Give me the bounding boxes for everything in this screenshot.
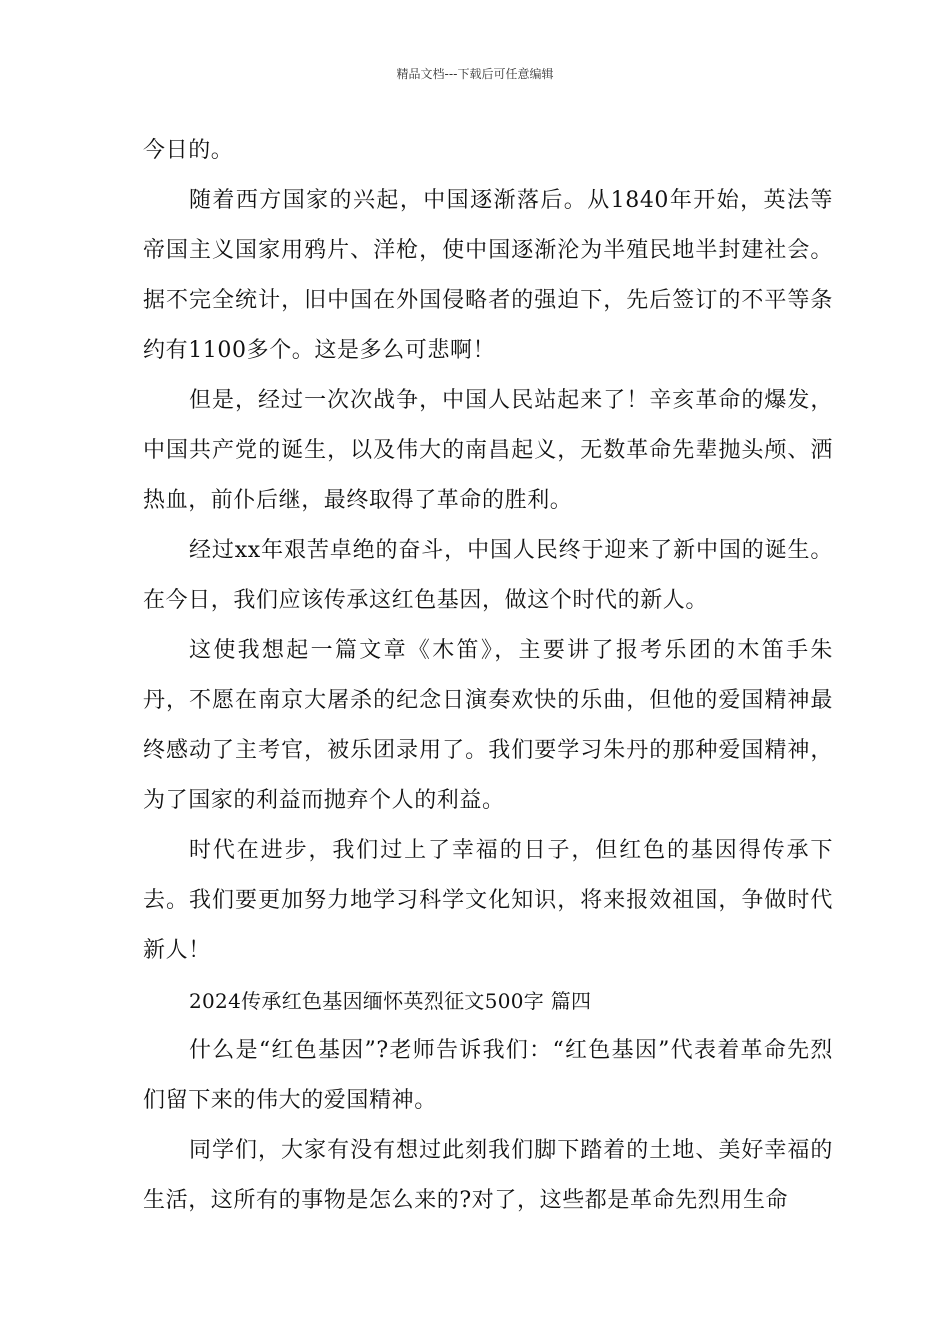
- page-header: 精品文档---下载后可任意编辑: [396, 67, 554, 81]
- paragraph-classmates: 同学们，大家有没有想过此刻我们脚下踏着的土地、美好幸福的生活，这所有的事物是怎么来的?对了，这些都是革命先烈用生命: [143, 1138, 833, 1213]
- paragraph-red-gene: 什么是“红色基因”?老师告诉我们：“红色基因”代表着革命先烈们留下来的伟大的爱国精神。: [143, 1038, 833, 1113]
- paragraph-wooden-flute: 这使我想起一篇文章《木笛》，主要讲了报考乐团的木笛手朱丹，不愿在南京大屠杀的纪念日演奏欢快的乐曲，但他的爱国精神最终感动了主考官，被乐团录用了。我们要学习朱丹的那种爱国精神，为了国家的利益而抛弃个人的利益。: [143, 638, 833, 813]
- section-heading: 2024传承红色基因缅怀英烈征文500字 篇四: [189, 989, 592, 1013]
- paragraph-progress: 时代在进步，我们过上了幸福的日子，但红色的基因得传承下去。我们要更加努力地学习科学文化知识，将来报效祖国，争做时代新人！: [143, 838, 833, 963]
- document-body: [143, 126, 833, 1226]
- paragraph-continuation: 今日的。: [143, 138, 234, 163]
- paragraph-history: 随着西方国家的兴起，中国逐渐落后。从1840年开始，英法等帝国主义国家用鸦片、洋枪，使中国逐渐沦为半殖民地半封建社会。据不完全统计，旧中国在外国侵略者的强迫下，先后签订的不平等条约有1100多个。这是多么可悲啊！: [143, 188, 833, 363]
- paragraph-revolution: 但是，经过一次次战争，中国人民站起来了！辛亥革命的爆发，中国共产党的诞生，以及伟大的南昌起义，无数革命先辈抛头颅、洒热血，前仆后继，最终取得了革命的胜利。: [143, 388, 833, 513]
- paragraph-new-china: 经过xx年艰苦卓绝的奋斗，中国人民终于迎来了新中国的诞生。在今日，我们应该传承这红色基因，做这个时代的新人。: [143, 538, 833, 613]
